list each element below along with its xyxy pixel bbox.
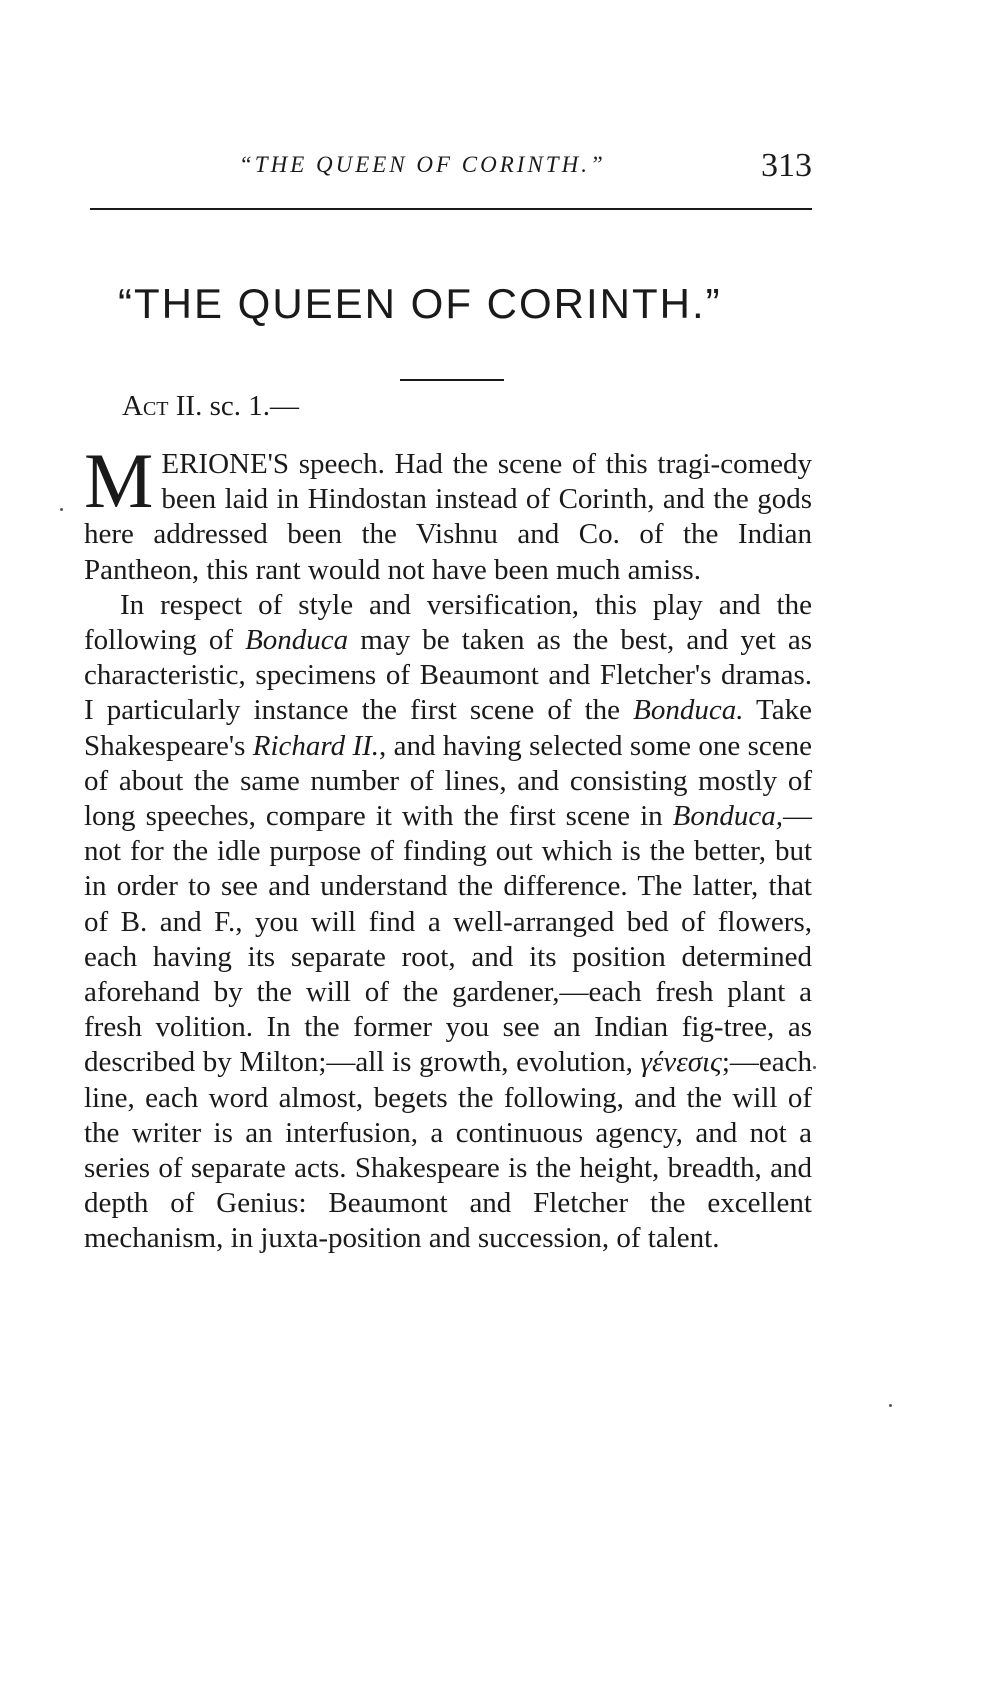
paragraph-1-text: ERIONE'S speech. Had the scene of this tragi-comedy been laid in Hindostan instead of Corinth, and the gods here addressed been the Vishnu and Co. of the Indian Pantheon, this rant would not have been much amiss. (84, 448, 812, 586)
page-number: 313 (761, 147, 812, 184)
act-label: Act (122, 390, 169, 422)
drop-cap: M (84, 437, 154, 524)
p2-italic-bonduca-2: Bonduca. (633, 694, 744, 727)
margin-speck (889, 1404, 892, 1407)
paragraph-2 (84, 588, 812, 1257)
title-rule (400, 379, 504, 381)
p2-text-3: Take Shakespeare's (84, 694, 812, 762)
p2-text-5: —not for the idle purpose of finding out which is the better, but in order to see and understand the difference. The latter, that of B. and F., you will find a well-arranged bed of flowers, each having its separate root, and its position determined aforehand by the will of the gardener,—each fresh plant a fresh volition. In the former you see an Indian fig-tree, as described by Milton;—all is growth, evolution, (84, 800, 812, 1079)
header-rule (90, 208, 812, 210)
p2-text-4: , and having selected some one scene of about the same number of lines, and consisting mostly of long speeches, compare it with the first scene in (84, 729, 812, 833)
paragraph-1 (84, 437, 812, 588)
act-ref: II. sc. 1.— (168, 390, 299, 422)
p2-text-6: ;—each line, each word almost, begets the following, and the will of the writer is an interfusion, a continuous agency, and not a series of separate acts. Shakespeare is the height, breadth, and depth of Genius: Beaumont and Fletcher the excellent mechanism, in juxta-position and succession, of talent. (84, 1046, 812, 1255)
p2-greek-genesis: γένεσις (640, 1046, 722, 1079)
chapter-title: “THE QUEEN OF CORINTH.” (118, 280, 722, 327)
running-header (84, 147, 812, 190)
p2-italic-bonduca: Bonduca (245, 624, 349, 657)
margin-speck (813, 1066, 816, 1069)
p2-italic-richard: Richard II. (252, 729, 380, 762)
p2-text-1: In respect of style and versification, this play and the following of (84, 588, 812, 657)
running-title: “THE QUEEN OF CORINTH.” (239, 152, 606, 177)
act-reference (122, 390, 299, 423)
p2-italic-bonduca-3: Bonduca, (672, 800, 783, 833)
body-text (84, 437, 812, 1257)
p2-text-2: may be taken as the best, and yet as characteristic, specimens of Beaumont and Fletcher's dramas. I particularly instance the first scene of the (84, 624, 812, 727)
margin-speck (60, 508, 63, 511)
